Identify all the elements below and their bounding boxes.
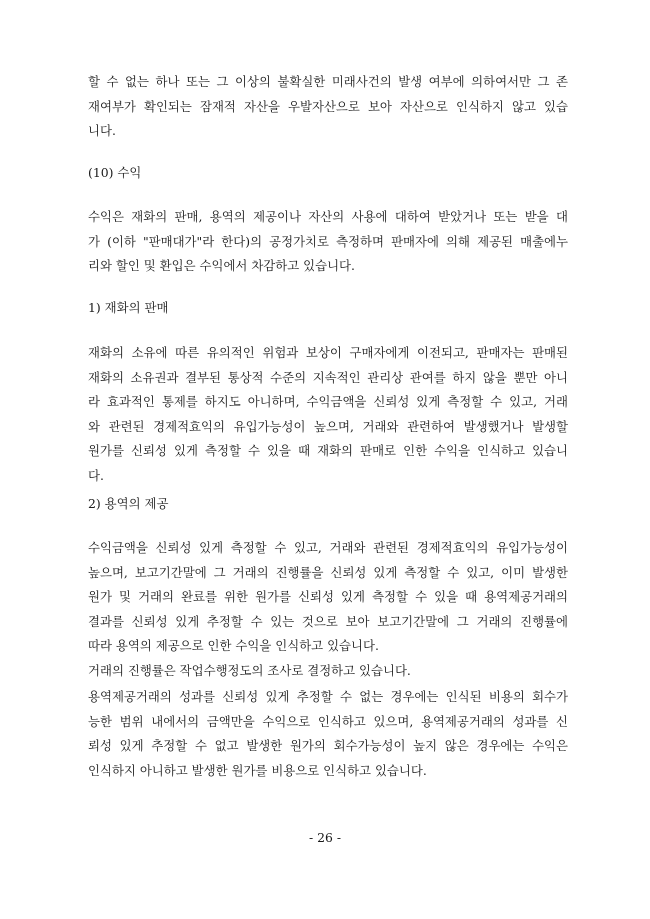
text-line: 다. <box>88 467 104 483</box>
subsection-heading-rendering-services: 2) 용역의 제공 <box>88 496 169 511</box>
text-line: 결과를 신뢰성 있게 추정할 수 있는 것으로 보아 보고기간말에 그 거래의 진행률에 <box>88 613 568 629</box>
text-line: 재화의 소유에 따른 유의적인 위험과 보상이 구매자에게 이전되고, 판매자는 판매된 <box>88 345 568 360</box>
paragraph-rendering-services <box>88 536 568 683</box>
text-line: 거래의 진행률은 작업수행정도의 조사로 결정하고 있습니다. <box>88 662 411 678</box>
text-line: 따라 용역의 제공으로 인한 수익을 인식하고 있습니다. <box>88 638 379 653</box>
section-heading-revenue: (10) 수익 <box>88 165 142 180</box>
text-line: 뢰성 있게 추정할 수 없고 발생한 원가의 회수가능성이 높지 않은 경우에는 수익은 <box>88 738 568 753</box>
paragraph-service-outcome <box>88 685 568 783</box>
text-line: 할 수 없는 하나 또는 그 이상의 불확실한 미래사건의 발생 여부에 의하여서만 그 존 <box>88 74 568 89</box>
text-line: 원가 및 거래의 완료를 위한 원가를 신뢰성 있게 측정할 수 있을 때 용역제공거래의 <box>88 589 568 604</box>
text-line: 재여부가 확인되는 잠재적 자산을 우발자산으로 보아 자산으로 인식하지 않고 있습 <box>88 98 568 114</box>
text-line: 니다. <box>88 123 116 138</box>
text-line: 수익은 재화의 판매, 용역의 제공이나 자산의 사용에 대하여 받았거나 또는 받을 대 <box>88 209 568 224</box>
subsection-heading-sale-of-goods: 1) 재화의 판매 <box>88 300 169 315</box>
text-line: 리와 할인 및 환입은 수익에서 차감하고 있습니다. <box>88 258 355 273</box>
text-line: 수익금액을 신뢰성 있게 측정할 수 있고, 거래와 관련된 경제적효익의 유입가능성이 <box>88 540 568 555</box>
paragraph-sale-of-goods <box>88 341 568 488</box>
page-number: - 26 - <box>308 830 342 845</box>
text-line: 용역제공거래의 성과를 신뢰성 있게 추정할 수 없는 경우에는 인식된 비용의 회수가 <box>88 689 568 704</box>
text-line: 원가를 신뢰성 있게 측정할 수 있을 때 재화의 판매로 인한 수익을 인식하고 있습니 <box>88 443 568 458</box>
text-line: 와 관련된 경제적효익의 유입가능성이 높으며, 거래와 관련하여 발생했거나 발생할 <box>88 418 568 434</box>
text-line: 가 (이하 "판매대가"라 한다)의 공정가치로 측정하며 판매자에 의해 제공된 매출에누 <box>88 233 568 249</box>
text-line: 재화의 소유권과 결부된 통상적 수준의 지속적인 관리상 관여를 하지 않을 뿐만 아니 <box>88 369 568 385</box>
paragraph-contingent-assets <box>88 70 568 144</box>
text-line: 높으며, 보고기간말에 그 거래의 진행률을 신뢰성 있게 측정할 수 있고, 이미 발생한 <box>88 564 568 580</box>
text-line: 인식하지 아니하고 발생한 원가를 비용으로 인식하고 있습니다. <box>88 762 427 778</box>
text-line: 능한 범위 내에서의 금액만을 수익으로 인식하고 있으며, 용역제공거래의 성과를 신 <box>88 713 568 729</box>
paragraph-revenue <box>88 205 568 279</box>
text-line: 라 효과적인 통제를 하지도 아니하며, 수익금액을 신뢰성 있게 측정할 수 있고, 거래 <box>88 394 568 409</box>
